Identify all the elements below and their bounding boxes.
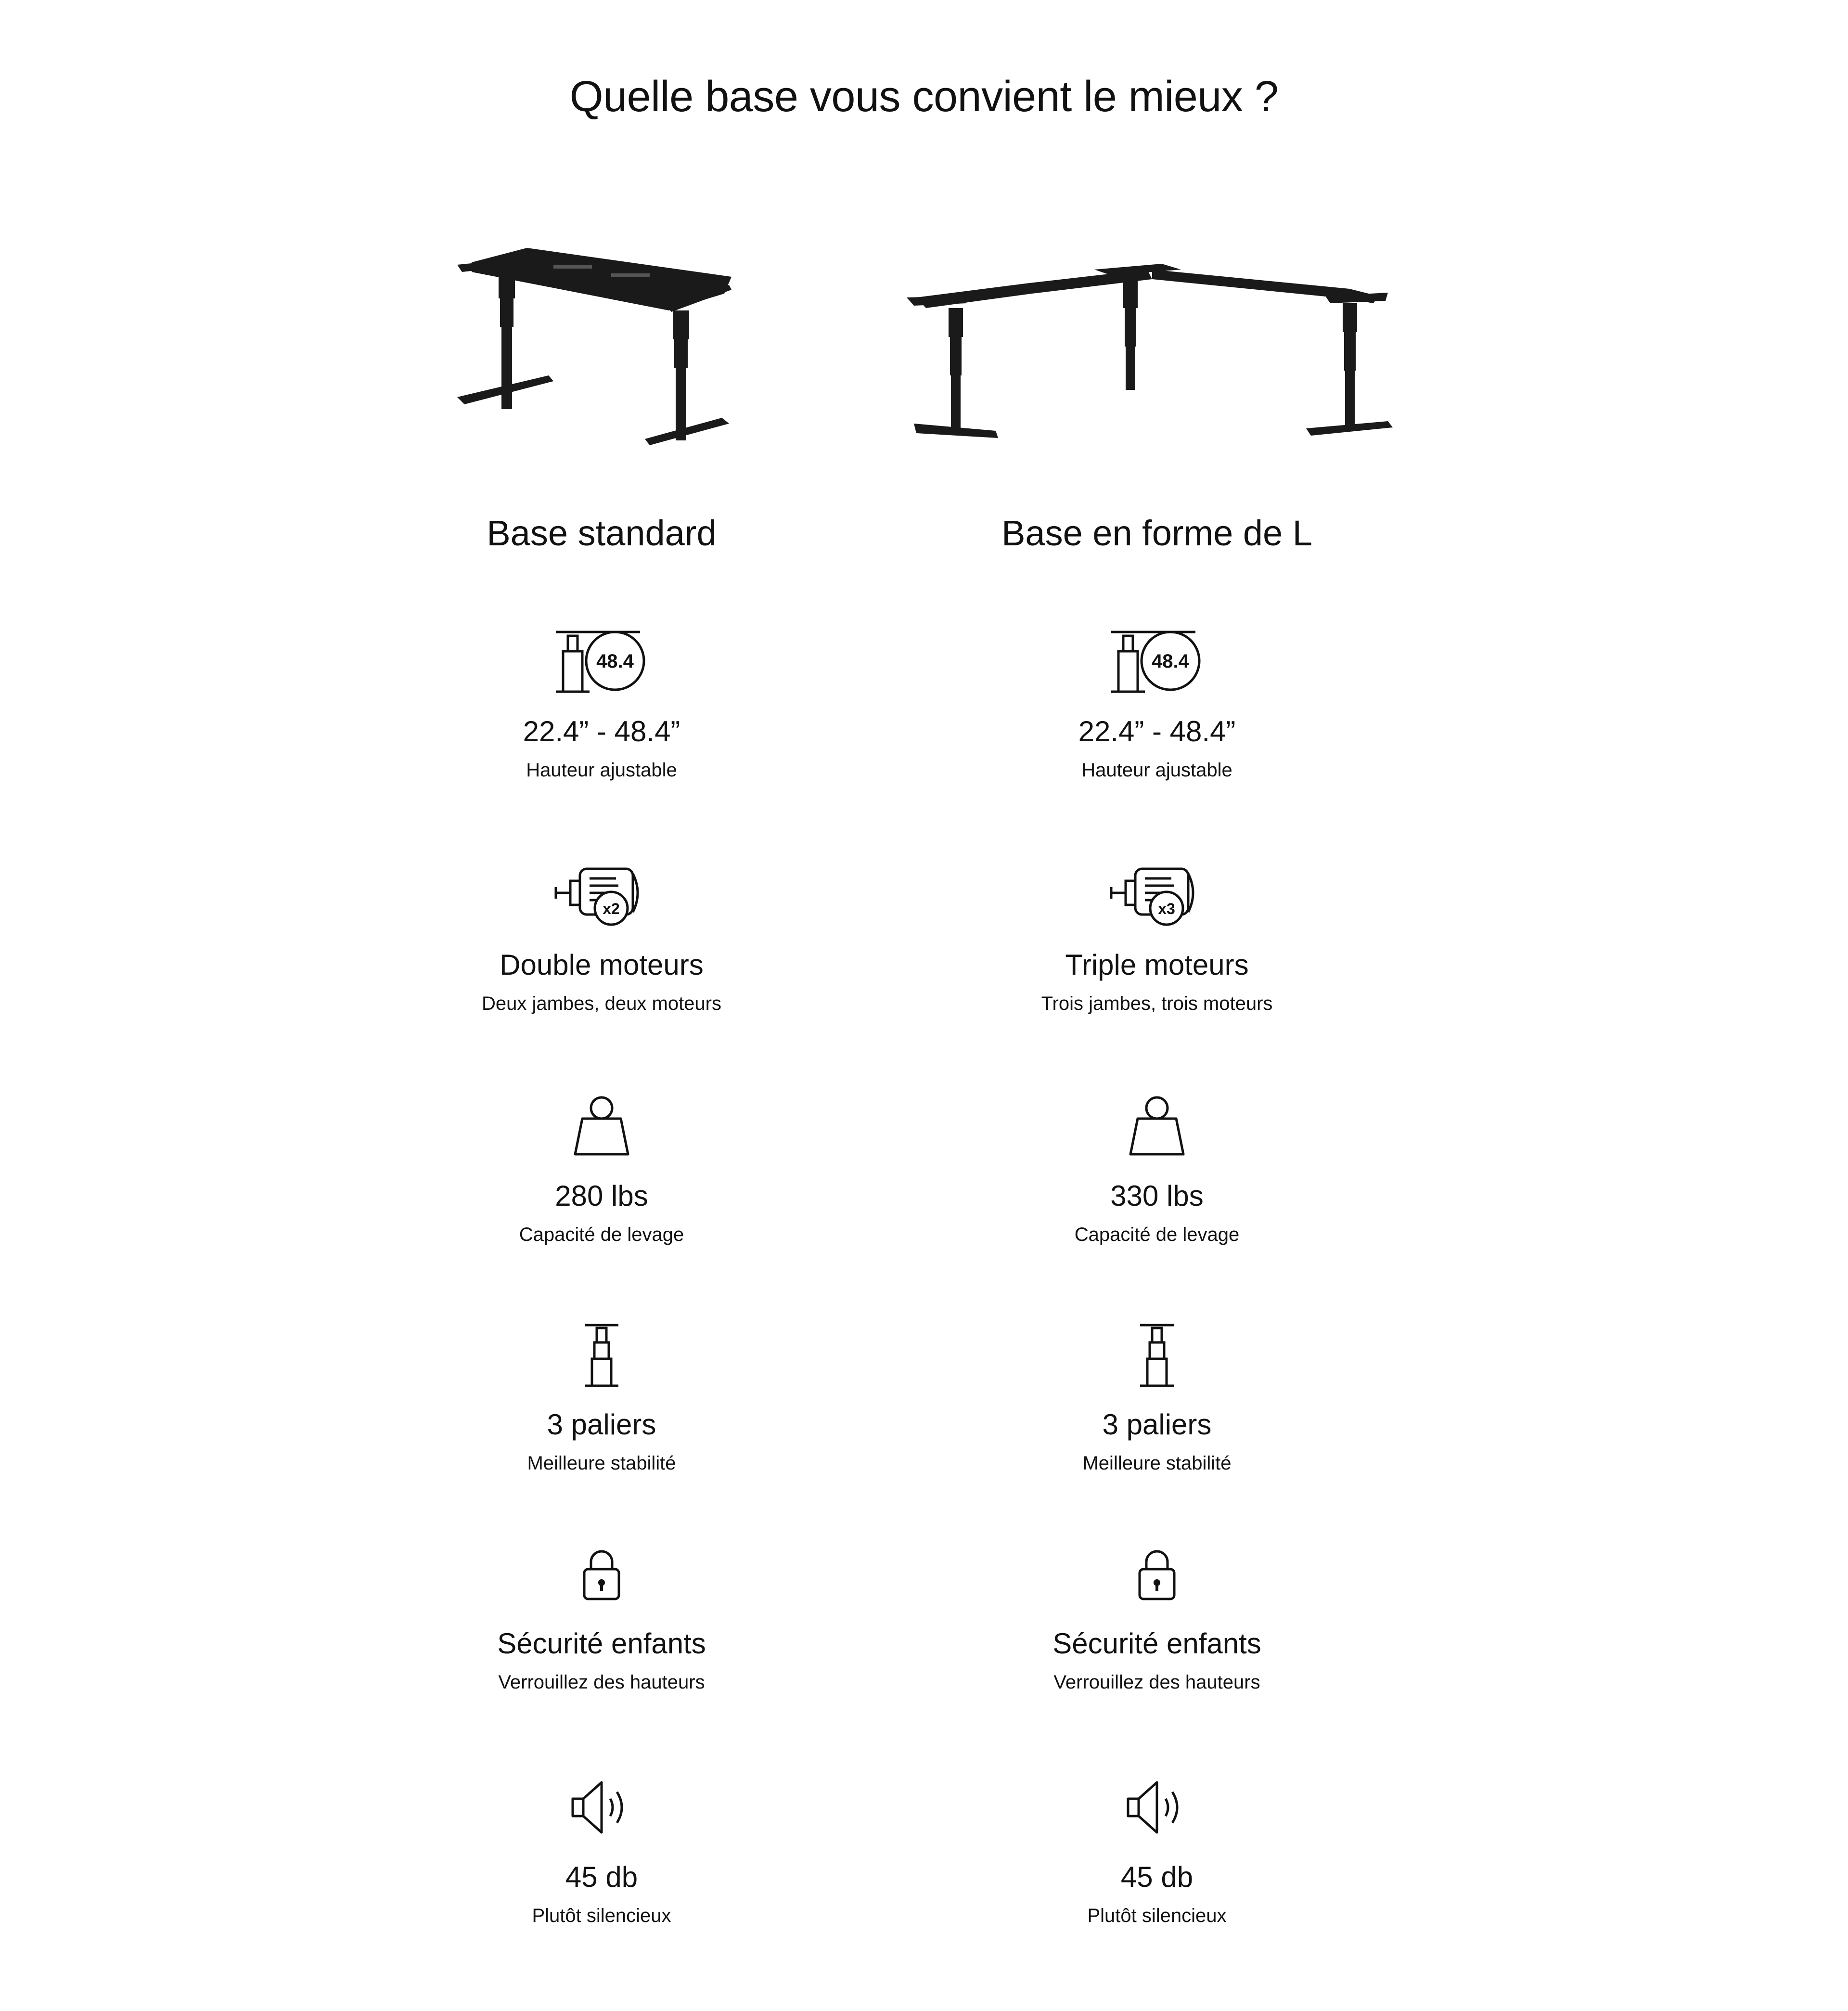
feature-capacity (868, 1090, 1446, 1245)
motor-badge: x3 (1158, 900, 1175, 917)
speaker-icon (568, 1779, 635, 1836)
height-range-icon (553, 628, 650, 696)
feature-label: Plutôt silencieux (532, 1905, 671, 1926)
base-name-l-shaped: Base en forme de L (1001, 513, 1312, 553)
height-badge: 48.4 (1152, 651, 1189, 672)
feature-value: 330 lbs (1110, 1180, 1204, 1212)
height-badge: 48.4 (596, 651, 634, 672)
motor-badge: x2 (603, 900, 620, 917)
feature-height (868, 626, 1446, 781)
feature-motors (868, 859, 1446, 1014)
l-shaped-desk-frame-icon (868, 231, 1446, 462)
feature-value: 22.4” - 48.4” (1078, 715, 1236, 748)
feature-label: Verrouillez des hauteurs (1053, 1672, 1260, 1693)
feature-motors (313, 859, 890, 1014)
motor-icon (553, 864, 650, 927)
feature-value: 280 lbs (555, 1180, 648, 1212)
feature-label: Trois jambes, trois moteurs (1041, 993, 1273, 1014)
lock-icon (578, 1545, 626, 1603)
feature-value: 45 db (1120, 1861, 1194, 1893)
speaker-icon (1123, 1779, 1191, 1836)
feature-label: Meilleure stabilité (1082, 1453, 1232, 1474)
weight-icon (568, 1093, 635, 1160)
l-shaped-desk-frame-image (868, 231, 1446, 462)
column-l-shaped-base (868, 0, 1446, 2011)
feature-value: 22.4” - 48.4” (523, 715, 680, 748)
column-standard-base (313, 0, 890, 2011)
feature-label: Hauteur ajustable (1081, 760, 1232, 781)
weight-icon (1123, 1093, 1191, 1160)
feature-label: Deux jambes, deux moteurs (481, 993, 721, 1014)
feature-value: Triple moteurs (1065, 949, 1249, 981)
feature-noise (313, 1771, 890, 1926)
feature-label: Verrouillez des hauteurs (498, 1672, 705, 1693)
feature-value: Sécurité enfants (497, 1627, 706, 1660)
feature-height (313, 626, 890, 781)
feature-child-lock (868, 1538, 1446, 1693)
feature-value: Sécurité enfants (1052, 1627, 1261, 1660)
standard-desk-frame-image (313, 231, 890, 462)
standard-desk-frame-icon (313, 231, 890, 462)
feature-label: Plutôt silencieux (1087, 1905, 1227, 1926)
leg-stages-icon (578, 1321, 626, 1389)
lock-icon (1133, 1545, 1181, 1603)
feature-label: Hauteur ajustable (526, 760, 677, 781)
motor-icon (1109, 864, 1205, 927)
feature-label: Meilleure stabilité (527, 1453, 676, 1474)
feature-value: 45 db (565, 1861, 638, 1893)
feature-value: 3 paliers (547, 1408, 656, 1441)
feature-noise (868, 1771, 1446, 1926)
feature-child-lock (313, 1538, 890, 1693)
feature-stages (868, 1319, 1446, 1474)
height-range-icon (1109, 628, 1205, 696)
feature-value: Double moteurs (500, 949, 704, 981)
base-name-standard: Base standard (487, 513, 717, 553)
page-title: Quelle base vous convient le mieux ? (569, 73, 1279, 121)
feature-stages (313, 1319, 890, 1474)
feature-capacity (313, 1090, 890, 1245)
leg-stages-icon (1133, 1321, 1181, 1389)
feature-label: Capacité de levage (519, 1224, 684, 1245)
feature-value: 3 paliers (1102, 1408, 1212, 1441)
feature-label: Capacité de levage (1074, 1224, 1240, 1245)
